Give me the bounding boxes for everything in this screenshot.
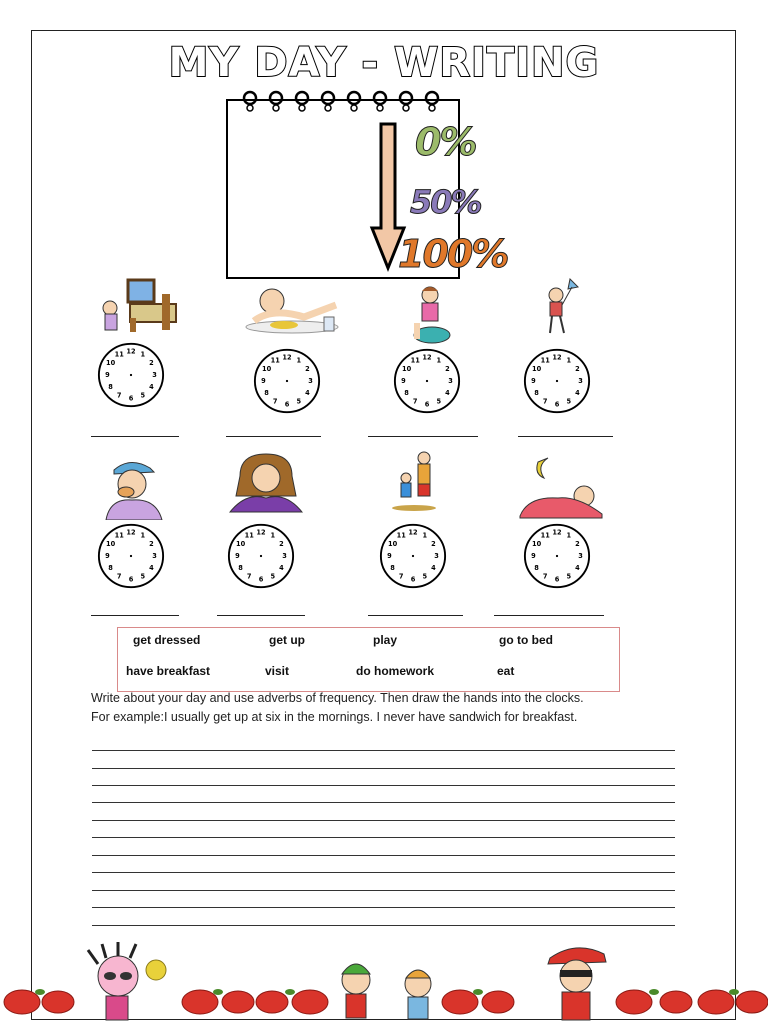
clock-8[interactable]	[522, 522, 592, 590]
svg-text:12: 12	[126, 528, 136, 537]
writing-line[interactable]	[92, 768, 675, 769]
svg-text:2: 2	[305, 365, 310, 374]
svg-text:7: 7	[116, 391, 122, 400]
eating-sandwich-picture	[100, 458, 170, 520]
svg-text:7: 7	[542, 572, 548, 581]
visiting-family-picture	[388, 450, 438, 512]
answer-line-4[interactable]	[518, 436, 613, 437]
svg-text:1: 1	[140, 531, 146, 540]
writing-line[interactable]	[92, 855, 675, 856]
clock-7[interactable]	[378, 522, 448, 590]
svg-text:7: 7	[412, 397, 418, 406]
clock-3[interactable]	[392, 347, 462, 415]
word-bank-item: get dressed	[133, 633, 201, 647]
svg-text:5: 5	[566, 572, 572, 581]
word-bank-item: go to bed	[499, 633, 553, 647]
eating-lunch-picture	[244, 287, 340, 341]
svg-text:3: 3	[152, 371, 157, 379]
word-bank-item: get up	[269, 633, 305, 647]
svg-text:7: 7	[398, 572, 404, 581]
svg-text:12: 12	[282, 353, 292, 362]
clock-4[interactable]	[522, 347, 592, 415]
svg-text:11: 11	[114, 531, 124, 540]
svg-text:9: 9	[531, 377, 536, 385]
decorative-footer	[0, 940, 768, 1024]
answer-line-5[interactable]	[91, 615, 179, 616]
svg-text:10: 10	[531, 540, 542, 549]
dressing-picture	[402, 285, 452, 347]
svg-text:3: 3	[578, 552, 583, 560]
svg-text:9: 9	[235, 552, 240, 560]
svg-text:9: 9	[261, 377, 266, 385]
writing-line[interactable]	[92, 907, 675, 908]
svg-text:8: 8	[264, 388, 269, 397]
svg-text:3: 3	[308, 377, 313, 385]
answer-line-2[interactable]	[226, 436, 321, 437]
svg-text:5: 5	[422, 572, 428, 581]
svg-text:8: 8	[404, 388, 409, 397]
svg-text:4: 4	[149, 382, 154, 391]
svg-text:4: 4	[575, 563, 580, 572]
svg-text:2: 2	[431, 540, 436, 549]
svg-text:2: 2	[279, 540, 284, 549]
svg-text:10: 10	[401, 365, 412, 374]
svg-text:5: 5	[566, 397, 572, 406]
svg-text:6: 6	[284, 400, 290, 409]
writing-line[interactable]	[92, 802, 675, 803]
svg-text:6: 6	[554, 400, 560, 409]
clock-5[interactable]	[96, 522, 166, 590]
instructions-line-1: Write about your day and use adverbs of frequency. Then draw the hands into the clocks.	[91, 691, 584, 705]
scale-label-0: 0%	[415, 120, 476, 164]
svg-text:7: 7	[542, 397, 548, 406]
svg-text:2: 2	[575, 540, 580, 549]
answer-line-3[interactable]	[368, 436, 478, 437]
svg-text:6: 6	[128, 394, 134, 403]
svg-text:12: 12	[126, 347, 136, 356]
svg-text:2: 2	[149, 359, 154, 368]
answer-line-6[interactable]	[217, 615, 305, 616]
svg-text:8: 8	[534, 563, 539, 572]
svg-text:8: 8	[390, 563, 395, 572]
svg-text:8: 8	[108, 563, 113, 572]
svg-text:12: 12	[552, 353, 562, 362]
svg-text:12: 12	[256, 528, 266, 537]
svg-text:4: 4	[575, 388, 580, 397]
svg-text:1: 1	[140, 350, 146, 359]
svg-text:11: 11	[270, 356, 280, 365]
svg-text:8: 8	[108, 382, 113, 391]
answer-line-8[interactable]	[494, 615, 604, 616]
svg-text:3: 3	[578, 377, 583, 385]
svg-text:3: 3	[282, 552, 287, 560]
svg-text:12: 12	[422, 353, 432, 362]
svg-text:5: 5	[140, 391, 146, 400]
svg-text:1: 1	[296, 356, 302, 365]
svg-text:10: 10	[261, 365, 272, 374]
svg-text:12: 12	[552, 528, 562, 537]
svg-text:1: 1	[566, 356, 572, 365]
girl-cartoon-icon	[88, 942, 166, 1020]
svg-text:9: 9	[105, 552, 110, 560]
word-bank-item: play	[373, 633, 398, 647]
svg-text:8: 8	[534, 388, 539, 397]
svg-text:4: 4	[431, 563, 436, 572]
writing-line[interactable]	[92, 750, 675, 751]
svg-text:5: 5	[140, 572, 146, 581]
svg-text:7: 7	[246, 572, 252, 581]
svg-text:2: 2	[575, 365, 580, 374]
svg-text:8: 8	[238, 563, 243, 572]
svg-text:10: 10	[387, 540, 398, 549]
writing-line[interactable]	[92, 785, 675, 786]
svg-text:3: 3	[448, 377, 453, 385]
word-bank-item: have breakfast	[126, 664, 211, 678]
svg-text:6: 6	[258, 575, 264, 584]
svg-text:5: 5	[270, 572, 276, 581]
svg-text:1: 1	[566, 531, 572, 540]
svg-text:12: 12	[408, 528, 418, 537]
svg-text:6: 6	[128, 575, 134, 584]
scale-label-50: 50%	[410, 183, 481, 221]
playing-picture	[540, 277, 582, 335]
svg-text:3: 3	[152, 552, 157, 560]
svg-text:6: 6	[424, 400, 430, 409]
svg-text:11: 11	[540, 531, 550, 540]
svg-text:10: 10	[105, 540, 116, 549]
writing-line[interactable]	[92, 925, 675, 926]
page-title: MY DAY - WRITING	[168, 40, 600, 86]
kids-cartoon-icon	[342, 964, 431, 1019]
svg-text:11: 11	[396, 531, 406, 540]
svg-text:10: 10	[105, 359, 116, 368]
svg-text:10: 10	[235, 540, 246, 549]
scale-label-100: 100%	[398, 232, 508, 276]
svg-text:10: 10	[531, 365, 542, 374]
clock-1[interactable]	[96, 341, 166, 409]
svg-text:6: 6	[554, 575, 560, 584]
svg-text:9: 9	[531, 552, 536, 560]
svg-text:4: 4	[279, 563, 284, 572]
sleeping-picture	[518, 456, 604, 520]
writing-line[interactable]	[92, 890, 675, 891]
waking-up-picture	[100, 278, 180, 338]
svg-text:6: 6	[410, 575, 416, 584]
word-bank-item: visit	[265, 664, 290, 678]
svg-text:11: 11	[244, 531, 254, 540]
instructions-line-2: For example:I usually get up at six in the mornings. I never have sandwich for breakfast.	[91, 710, 578, 724]
svg-text:4: 4	[149, 563, 154, 572]
svg-text:5: 5	[436, 397, 442, 406]
writing-line[interactable]	[92, 820, 675, 821]
svg-text:9: 9	[105, 371, 110, 379]
boy-cartoon-icon	[548, 948, 606, 1020]
svg-text:7: 7	[272, 397, 278, 406]
answer-line-7[interactable]	[368, 615, 463, 616]
clock-2[interactable]	[252, 347, 322, 415]
answer-line-1[interactable]	[91, 436, 179, 437]
svg-text:1: 1	[422, 531, 428, 540]
svg-text:11: 11	[114, 350, 124, 359]
svg-text:2: 2	[149, 540, 154, 549]
word-bank-item: do homework	[356, 664, 435, 678]
writing-line[interactable]	[92, 872, 675, 873]
svg-text:5: 5	[296, 397, 302, 406]
svg-text:3: 3	[434, 552, 439, 560]
svg-text:1: 1	[436, 356, 442, 365]
writing-line[interactable]	[92, 837, 675, 838]
svg-text:4: 4	[305, 388, 310, 397]
word-bank-item: eat	[497, 664, 515, 678]
reading-picture	[226, 452, 306, 514]
svg-text:9: 9	[387, 552, 392, 560]
svg-text:4: 4	[445, 388, 450, 397]
svg-text:11: 11	[410, 356, 420, 365]
svg-text:1: 1	[270, 531, 276, 540]
svg-text:11: 11	[540, 356, 550, 365]
clock-6[interactable]	[226, 522, 296, 590]
svg-text:9: 9	[401, 377, 406, 385]
svg-text:2: 2	[445, 365, 450, 374]
svg-text:7: 7	[116, 572, 122, 581]
